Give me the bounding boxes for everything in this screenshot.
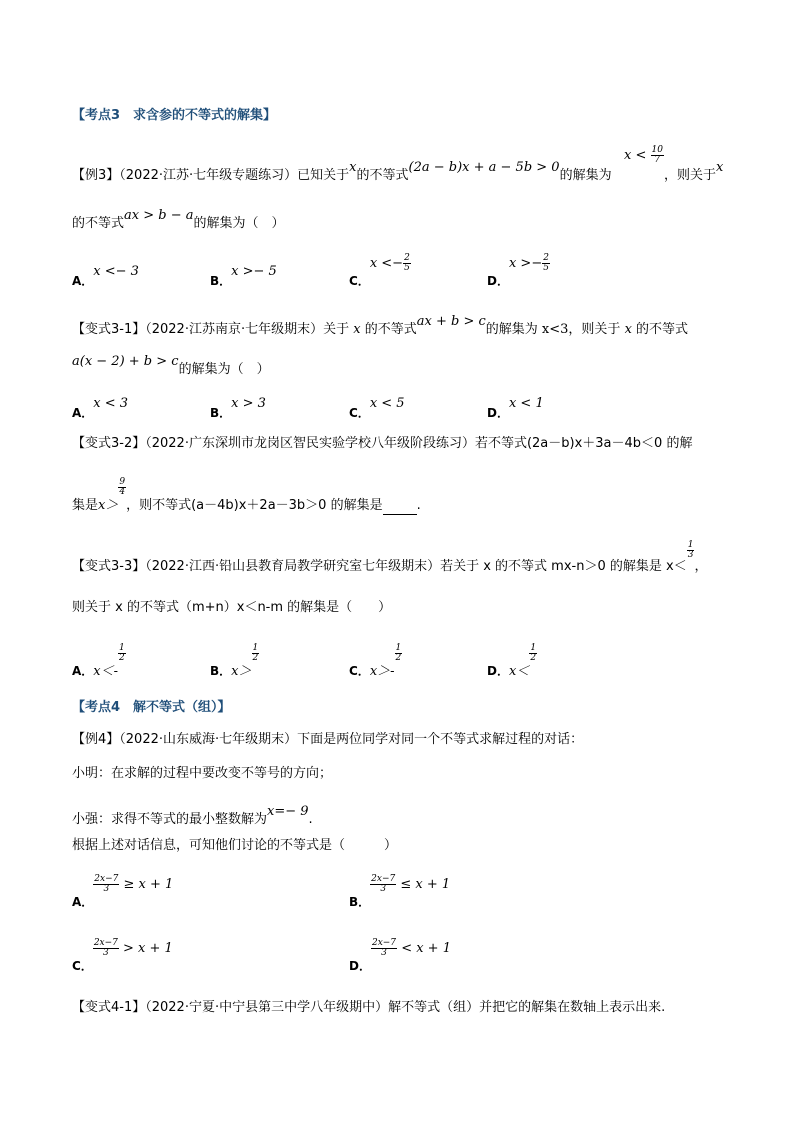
option-b xyxy=(210,394,266,420)
math-text: x < xyxy=(624,148,647,163)
option-label: C． xyxy=(72,959,93,973)
fraction-numerator: 1 xyxy=(395,643,402,653)
option-math: ≥ x + 1 xyxy=(123,877,174,892)
math-inequality: ax + b > c xyxy=(416,314,486,329)
option-label: B． xyxy=(210,664,232,678)
text: ， xyxy=(694,559,708,574)
fraction xyxy=(542,254,550,273)
variant-3-3-line-1 xyxy=(72,540,708,576)
option-math: x < 5 xyxy=(369,396,405,411)
example-4-line-2: 小明：在求解的过程中要改变不等号的方向； xyxy=(72,766,333,781)
fraction-numerator: 1 xyxy=(687,540,694,550)
fraction xyxy=(252,644,260,663)
math-inequality: ax > b − a xyxy=(124,208,194,223)
text: 下面是两位同学对同一个不等式求解过程的对话： xyxy=(297,732,584,747)
option-a xyxy=(72,262,139,288)
example-3-line-1 xyxy=(72,160,612,183)
section-3-title: 【考点3 求含参的不等式的解集】 xyxy=(72,108,277,123)
option-label: B． xyxy=(210,406,232,420)
option-d xyxy=(487,394,544,420)
fraction-denominator: 3 xyxy=(381,948,387,958)
problem-source: （2022·江西·铅山县教育局教学研究室七年级期末） xyxy=(145,559,441,574)
option-math: x <− 3 xyxy=(93,264,139,279)
option-label: C． xyxy=(349,664,370,678)
option-c xyxy=(349,642,402,679)
fraction-denominator: 2 xyxy=(252,653,259,663)
example-label: 【例3】 xyxy=(72,168,120,183)
fraction-denominator: 5 xyxy=(543,263,549,273)
option-math: x < 3 xyxy=(93,396,129,411)
option-math: x >− xyxy=(508,256,543,271)
option-b xyxy=(349,874,451,909)
fraction xyxy=(687,541,695,560)
text: 集是 xyxy=(72,498,99,513)
text: . xyxy=(308,812,313,827)
fraction-numerator: 1 xyxy=(119,643,125,653)
option-c xyxy=(349,253,411,288)
text: 关于 xyxy=(323,322,350,337)
fraction-denominator: 3 xyxy=(687,550,694,560)
example-3-line-2 xyxy=(72,208,285,231)
option-math: ≤ x + 1 xyxy=(400,877,451,892)
fraction-numerator: 1 xyxy=(530,643,537,653)
math-var: x xyxy=(624,322,632,337)
option-d xyxy=(487,642,537,679)
fraction xyxy=(529,644,537,663)
variant-3-2-line-2 xyxy=(72,470,421,513)
option-label: A． xyxy=(72,664,94,678)
option-a xyxy=(72,642,126,679)
example-label: 【例4】 xyxy=(72,732,120,747)
text: 的不等式 xyxy=(636,322,689,337)
math-solution: x=− 9 xyxy=(267,804,309,819)
fraction-denominator: 3 xyxy=(103,884,110,894)
fraction-numerator: 1 xyxy=(252,643,259,653)
option-label: D． xyxy=(349,959,371,973)
fraction-numerator: 2x−7 xyxy=(93,938,118,948)
math-inequality: a(x − 2) + b > c xyxy=(72,354,179,369)
example-3-line-1-end xyxy=(664,160,724,183)
fraction xyxy=(403,254,411,273)
variant-label: 【变式4-1】 xyxy=(72,1000,146,1015)
option-math: x＜ xyxy=(508,664,530,679)
text: ，则关于 xyxy=(568,322,621,337)
variant-3-1-line-2 xyxy=(72,354,270,377)
example-4-line-1 xyxy=(72,728,583,747)
variant-label: 【变式3-3】 xyxy=(72,559,146,574)
fraction-numerator: 2x−7 xyxy=(371,874,396,884)
fraction xyxy=(395,644,403,663)
option-math: x >− 5 xyxy=(231,264,277,279)
option-math: < x + 1 xyxy=(401,941,451,956)
option-a xyxy=(72,874,174,909)
variant-3-1-line-1 xyxy=(72,314,689,337)
fraction-denominator: 2 xyxy=(395,653,402,663)
problem-source: （2022·江苏南京·七年级期末） xyxy=(145,322,324,337)
fraction-denominator: 7 xyxy=(654,155,661,165)
option-label: D． xyxy=(487,406,509,420)
math-solution: x<3 xyxy=(541,322,569,337)
text: 的不等式 xyxy=(72,216,125,231)
text: ，则不等式(a－4b)x＋2a－3b＞0 的解集是 xyxy=(126,498,383,513)
fraction-numerator: 9 xyxy=(119,477,126,487)
option-c xyxy=(349,394,405,420)
text: 的不等式 xyxy=(356,168,409,183)
text: 的解集为（ ） xyxy=(178,362,270,377)
problem-source: （2022·山东威海·七年级期末） xyxy=(119,732,298,747)
variant-label: 【变式3-2】 xyxy=(72,436,146,451)
answer-blank[interactable] xyxy=(383,502,417,515)
option-math: x＞- xyxy=(369,664,395,679)
variant-label: 【变式3-1】 xyxy=(72,322,146,337)
option-c xyxy=(72,938,173,973)
problem-source: （2022·广东深圳市龙岗区智民实验学校八年级阶段练习） xyxy=(145,436,475,451)
fraction-denominator: 4 xyxy=(119,487,126,497)
text: 解不等式（组）并把它的解集在数轴上表示出来. xyxy=(388,1000,666,1015)
text: 若不等式(2a－b)x＋3a－4b＜0 的解 xyxy=(474,436,693,451)
text: 的解集为 xyxy=(559,168,612,183)
math-var: x xyxy=(349,160,357,175)
problem-source: （2022·江苏·七年级专题练习） xyxy=(119,168,298,183)
fraction-denominator: 2 xyxy=(530,653,537,663)
fraction xyxy=(93,875,119,894)
option-math: x＜- xyxy=(93,664,119,679)
fraction xyxy=(93,939,119,958)
option-d xyxy=(487,253,550,288)
fraction xyxy=(118,478,126,497)
text: . xyxy=(416,498,421,513)
option-label: A． xyxy=(72,274,94,288)
fraction xyxy=(118,644,126,663)
variant-4-1-line-1 xyxy=(72,996,665,1015)
text: 已知关于 xyxy=(297,168,350,183)
option-math: x < 1 xyxy=(508,396,544,411)
option-math: x <− xyxy=(369,256,404,271)
example-4-line-4: 根据上述对话信息，可知他们讨论的不等式是（ ） xyxy=(72,838,398,853)
fraction-denominator: 3 xyxy=(102,948,109,958)
option-label: D． xyxy=(487,274,509,288)
text: 的解集为 xyxy=(485,322,538,337)
fraction-numerator: 2x−7 xyxy=(371,938,397,948)
option-label: B． xyxy=(349,895,371,909)
option-math: x > 3 xyxy=(231,396,266,411)
option-label: C． xyxy=(349,406,370,420)
option-d xyxy=(349,938,451,973)
option-label: D． xyxy=(487,664,509,678)
fraction xyxy=(651,146,664,165)
option-math: x＞ xyxy=(231,664,252,679)
math-text: x＞ xyxy=(98,498,119,513)
fraction xyxy=(371,939,397,958)
option-label: A． xyxy=(72,895,94,909)
fraction-numerator: 2 xyxy=(543,253,549,263)
example-4-line-3 xyxy=(72,804,313,827)
section-4-title: 【考点4 解不等式（组）】 xyxy=(72,700,231,715)
fraction-numerator: 10 xyxy=(651,145,663,155)
variant-3-2-line-1 xyxy=(72,432,692,451)
fraction-denominator: 2 xyxy=(119,653,125,663)
math-var: x xyxy=(353,322,361,337)
example-3-solution xyxy=(624,146,664,165)
option-a xyxy=(72,394,129,420)
option-label: C． xyxy=(349,274,370,288)
math-var: x xyxy=(716,160,724,175)
fraction-denominator: 3 xyxy=(380,884,387,894)
fraction xyxy=(370,875,396,894)
fraction-numerator: 2 xyxy=(404,253,410,263)
text: 小强：求得不等式的最小整数解为 xyxy=(72,812,268,827)
option-label: A． xyxy=(72,406,94,420)
fraction-denominator: 5 xyxy=(404,263,410,273)
fraction-numerator: 2x−7 xyxy=(94,874,119,884)
option-b xyxy=(210,262,277,288)
option-b xyxy=(210,642,259,679)
option-math: > x + 1 xyxy=(123,941,173,956)
text: 的不等式 xyxy=(364,322,417,337)
problem-source: （2022·宁夏·中宁县第三中学八年级期中） xyxy=(145,1000,389,1015)
option-label: B． xyxy=(210,274,232,288)
math-inequality: (2a − b)x + a − 5b > 0 xyxy=(408,160,560,175)
text: ，则关于 xyxy=(664,168,717,183)
text: 的解集为（ ） xyxy=(193,216,285,231)
variant-3-3-line-2: 则关于 x 的不等式（m+n）x＜n-m 的解集是（ ） xyxy=(72,600,392,615)
text: 若关于 x 的不等式 mx-n＞0 的解集是 x＜ xyxy=(440,559,687,574)
